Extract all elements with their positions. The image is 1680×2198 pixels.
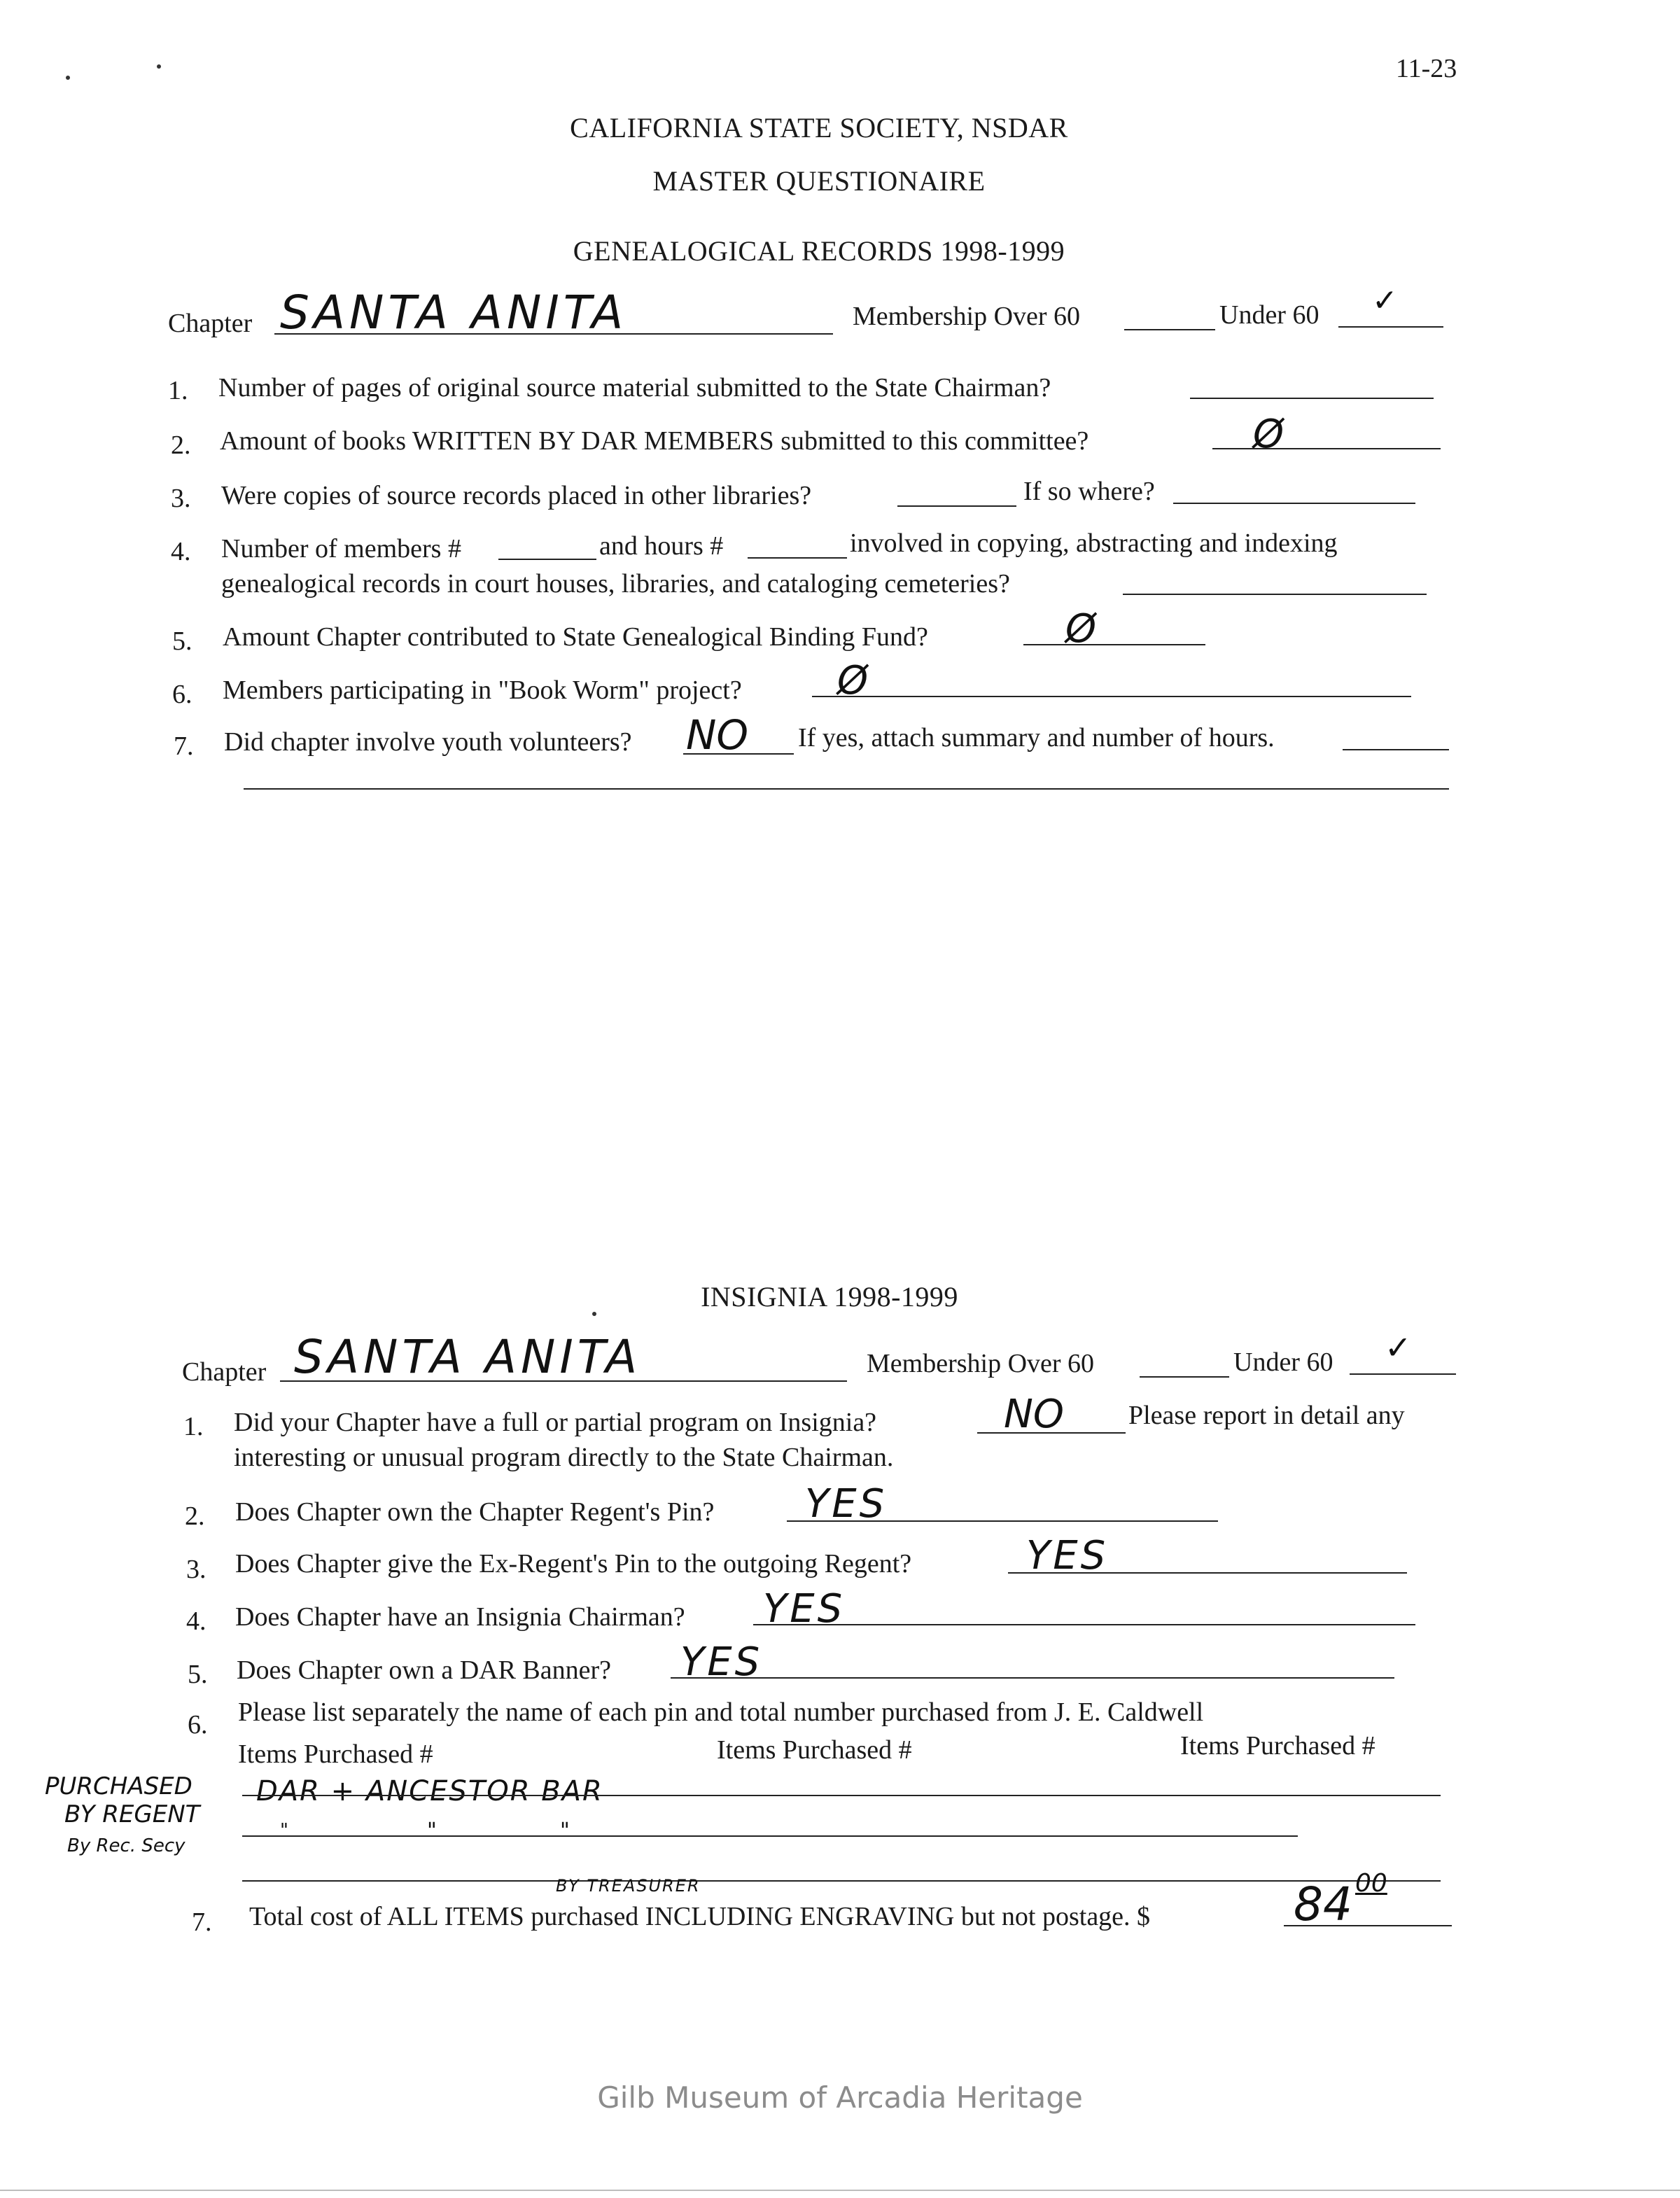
i-q5-text: Does Chapter own a DAR Banner? xyxy=(237,1656,612,1685)
i-chapter-blank xyxy=(280,1380,847,1382)
items-purchased-col-3: Items Purchased # xyxy=(1180,1731,1376,1760)
section-title-insignia: INSIGNIA 1998-1999 xyxy=(701,1281,958,1312)
i-q7-cents: 00 xyxy=(1355,1869,1387,1898)
g-q5-blank xyxy=(1023,644,1205,645)
i-q1-text-2: Please report in detail any xyxy=(1128,1401,1405,1430)
i-q1-text: Did your Chapter have a full or partial program on Insignia? xyxy=(234,1408,877,1437)
ditto-mark-2: " xyxy=(427,1819,437,1843)
i-q7-answer: 84 xyxy=(1294,1877,1352,1931)
i-q4-answer: YES xyxy=(763,1586,846,1632)
g-q7-text: Did chapter involve youth volunteers? xyxy=(224,727,632,757)
g-q1-text: Number of pages of original source material submitted to the State Chairman? xyxy=(218,373,1051,402)
g-q3-blank-1 xyxy=(897,505,1016,507)
i-q1-blank xyxy=(977,1432,1126,1434)
g-q7-number: 7. xyxy=(174,732,194,761)
g-q4-text-2: genealogical records in court houses, libraries, and cataloging cemeteries? xyxy=(221,569,1010,598)
g-q6-answer: Ø xyxy=(837,658,869,704)
i-q3-text: Does Chapter give the Ex-Regent's Pin to the outgoing Regent? xyxy=(235,1549,912,1578)
g-q6-text: Members participating in "Book Worm" project? xyxy=(223,676,742,705)
items-line-2 xyxy=(242,1835,1298,1837)
g-q5-answer: Ø xyxy=(1065,606,1097,652)
i-q6-number: 6. xyxy=(188,1710,208,1740)
note-by-treasurer: BY TREASURER xyxy=(556,1876,701,1896)
g-q1-number: 1. xyxy=(168,376,188,405)
i-q7-blank xyxy=(1284,1925,1452,1926)
section-title-genealogical: GENEALOGICAL RECORDS 1998-1999 xyxy=(573,235,1065,267)
g-q3-text: Were copies of source records placed in other libraries? xyxy=(221,481,812,510)
g-q4-members-blank xyxy=(498,559,596,560)
page-number: 11-23 xyxy=(1396,54,1457,83)
i-q5-answer: YES xyxy=(680,1639,763,1685)
items-line-3 xyxy=(242,1880,1441,1882)
items-line-1 xyxy=(242,1795,1441,1796)
g-q7-blank-2 xyxy=(1343,749,1449,750)
g-q6-blank xyxy=(812,696,1411,697)
i-q7-number: 7. xyxy=(192,1907,212,1937)
g-q4-hours-label: and hours # xyxy=(599,531,724,561)
museum-credit: Gilb Museum of Arcadia Heritage xyxy=(597,2080,1083,2115)
g-q4-blank xyxy=(1123,594,1427,595)
g-q2-answer: Ø xyxy=(1253,412,1284,457)
i-q4-number: 4. xyxy=(186,1606,206,1636)
g-q5-text: Amount Chapter contributed to State Genealogical Binding Fund? xyxy=(223,622,928,652)
i-q3-blank xyxy=(1008,1572,1407,1574)
g-q7-blank xyxy=(683,753,794,755)
g-q1-blank xyxy=(1190,398,1434,399)
g-q4-hours-blank xyxy=(748,557,847,559)
g-q3-where-label: If so where? xyxy=(1023,477,1155,506)
ditto-mark-1: " xyxy=(280,1820,288,1841)
g-q2-number: 2. xyxy=(171,430,191,460)
i-q2-number: 2. xyxy=(185,1502,205,1531)
under-60-check: ✓ xyxy=(1372,283,1398,318)
membership-over-blank xyxy=(1124,329,1215,330)
item-row-1-value: DAR + ANCESTOR BAR xyxy=(256,1775,603,1807)
i-under-60-check: ✓ xyxy=(1385,1329,1412,1366)
i-q4-blank xyxy=(753,1624,1415,1625)
i-q4-text: Does Chapter have an Insignia Chairman? xyxy=(235,1602,685,1632)
chapter-blank xyxy=(274,333,833,335)
membership-over-label: Membership Over 60 xyxy=(853,302,1081,331)
i-chapter-name-handwritten: SANTA ANITA xyxy=(294,1330,642,1384)
i-q1-number: 1. xyxy=(183,1412,204,1441)
i-q5-blank xyxy=(671,1677,1394,1679)
g-q4-text: involved in copying, abstracting and indexing xyxy=(850,528,1338,558)
i-q6-text: Please list separately the name of each pin and total number purchased from J. E. Caldwell xyxy=(238,1698,1204,1727)
g-q4-number: 4. xyxy=(171,537,191,566)
i-under-60-label: Under 60 xyxy=(1233,1348,1334,1377)
i-q3-answer: YES xyxy=(1026,1533,1109,1578)
i-q2-answer: YES xyxy=(805,1481,888,1527)
under-60-blank xyxy=(1338,326,1443,328)
i-q2-blank xyxy=(787,1520,1218,1522)
g-q3-blank-2 xyxy=(1173,503,1415,504)
i-membership-over-label: Membership Over 60 xyxy=(867,1349,1095,1378)
under-60-label: Under 60 xyxy=(1219,300,1320,330)
g-q7-summary-line xyxy=(244,788,1449,790)
g-q7-text-2: If yes, attach summary and number of hours. xyxy=(798,723,1275,752)
i-under-60-blank xyxy=(1350,1373,1456,1375)
scan-speck xyxy=(157,64,161,69)
ditto-mark-3: " xyxy=(560,1819,570,1843)
form-title: MASTER QUESTIONAIRE xyxy=(652,165,986,197)
items-purchased-col-2: Items Purchased # xyxy=(717,1735,912,1765)
org-title: CALIFORNIA STATE SOCIETY, NSDAR xyxy=(570,112,1068,144)
g-q2-text: Amount of books WRITTEN BY DAR MEMBERS submitted to this committee? xyxy=(220,426,1089,456)
scan-edge xyxy=(0,2190,1680,2191)
i-q1-text-3: interesting or unusual program directly to the State Chairman. xyxy=(234,1443,894,1472)
g-q7-answer: NO xyxy=(686,711,749,759)
chapter-name-handwritten: SANTA ANITA xyxy=(280,286,628,340)
i-chapter-label: Chapter xyxy=(182,1357,267,1387)
i-q1-answer: NO xyxy=(1004,1392,1064,1437)
g-q2-blank xyxy=(1212,448,1441,449)
note-purchased: PURCHASED xyxy=(45,1772,192,1800)
items-purchased-col-1: Items Purchased # xyxy=(238,1740,433,1769)
i-membership-over-blank xyxy=(1140,1376,1229,1378)
g-q6-number: 6. xyxy=(172,680,192,709)
i-q5-number: 5. xyxy=(188,1660,208,1689)
scan-speck xyxy=(66,76,70,80)
i-q7-text: Total cost of ALL ITEMS purchased INCLUDING ENGRAVING but not postage. $ xyxy=(249,1902,1151,1931)
g-q4-members-label: Number of members # xyxy=(221,534,461,564)
i-q2-text: Does Chapter own the Chapter Regent's Pin? xyxy=(235,1497,715,1527)
note-by-rec-secy: By Rec. Secy xyxy=(67,1835,186,1856)
chapter-label: Chapter xyxy=(168,309,253,338)
note-by-regent: BY REGENT xyxy=(64,1800,200,1828)
g-q3-number: 3. xyxy=(171,484,191,513)
g-q5-number: 5. xyxy=(172,626,192,656)
i-q3-number: 3. xyxy=(186,1555,206,1584)
